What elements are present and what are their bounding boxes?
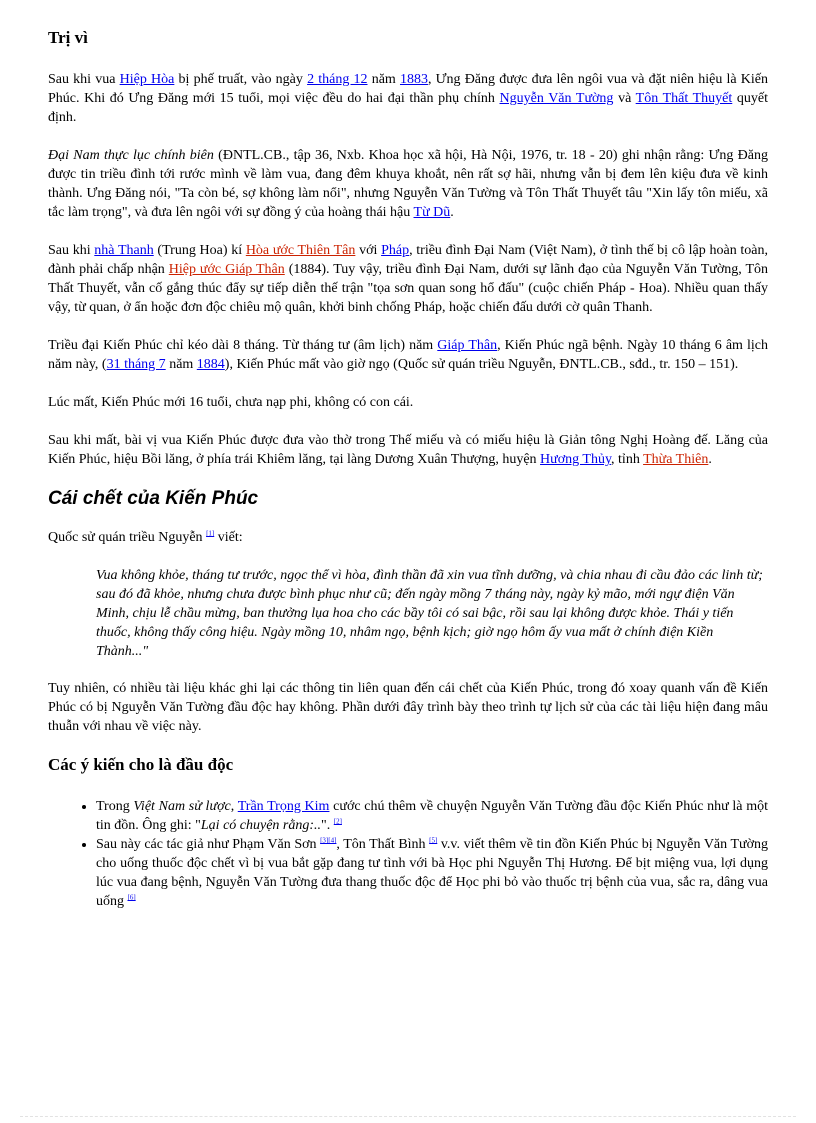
footnote-ref-5[interactable]: [5] <box>429 836 438 845</box>
quoted-text: Lại có chuyện rằng:.. <box>200 818 322 833</box>
link-nha-thanh[interactable]: nhà Thanh <box>94 243 154 258</box>
link-1884[interactable]: 1884 <box>196 357 225 372</box>
link-31-thang-7[interactable]: 31 tháng 7 <box>106 357 166 372</box>
link-nguyen-van-tuong[interactable]: Nguyễn Văn Tường <box>499 91 614 106</box>
link-phap[interactable]: Pháp <box>381 243 410 258</box>
book-title: Đại Nam thực lục chính biên <box>48 148 214 163</box>
section-heading-death: Cái chết của Kiến Phúc <box>48 488 259 509</box>
paragraph-death-1: Tuy nhiên, có nhiều tài liệu khác ghi lại các thông tin liên quan đến cái chết của Kiến Phúc, trong đó xoay quanh vấn đề Kiến Phúc có bị Nguyễn Văn Tường đầu độc hay không. Phần dưới đây trình bày theo trình tự lịch sử của các tài liệu hiện đang mâu thuẫn với nhau về việc này. <box>48 681 768 734</box>
paragraph-reign-6: Sau khi mất, bài vị vua Kiến Phúc được đưa vào thờ trong Thế miếu và có miếu hiệu là Giản tông Nghị Hoàng đế. Lăng của Kiến Phúc, hiệu Bồi lăng, ở phía trái Khiêm lăng, tại làng Dương Xuân Thượng, huyện Hương Thủy, tỉnh Thừa Thiên. <box>48 433 768 467</box>
paragraph-reign-5: Lúc mất, Kiến Phúc mới 16 tuổi, chưa nạp phi, không có con cái. <box>48 395 414 410</box>
link-hiep-hoa[interactable]: Hiệp Hòa <box>119 72 175 87</box>
link-2-thang-12[interactable]: 2 tháng 12 <box>307 72 368 87</box>
paragraph-reign-3: Sau khi nhà Thanh (Trung Hoa) kí Hòa ước Thiên Tân với Pháp, triều đình Đại Nam (Việt Nam), ở tình thế bị cô lập hoàn toàn, đành phải chấp nhận Hiệp ước Giáp Thân (1884). Tuy vậy, triều đình Đại Nam, dưới sự lãnh đạo của Nguyễn Văn Tường, Tôn Thất Thuyết, vẫn cố gắng thúc đẩy sự tiếp diễn thế trận "tọa sơn quan song hổ đấu" (cuộc chiến Pháp - Hoa). Nhiều quan thấy vậy, từ quan, ở ẩn hoặc đơn độc chiêu mộ quân, khởi binh chống Pháp, hoặc chiến đấu dưới cờ quân Thanh. <box>48 243 768 315</box>
poison-list <box>48 797 768 911</box>
link-hiep-uoc-giap-than[interactable]: Hiệp ước Giáp Thân <box>168 262 285 277</box>
link-ton-that-thuyet[interactable]: Tôn Thất Thuyết <box>635 91 733 106</box>
link-huong-thuy[interactable]: Hương Thủy <box>540 452 612 467</box>
footnote-ref-1[interactable]: [1] <box>206 529 215 538</box>
link-hoa-uoc-thien-tan[interactable]: Hòa ước Thiên Tân <box>245 243 356 258</box>
book-title: Việt Nam sử lược <box>133 799 231 814</box>
link-tran-trong-kim[interactable]: Trần Trọng Kim <box>237 799 330 814</box>
link-1883[interactable]: 1883 <box>399 72 428 87</box>
link-giap-than[interactable]: Giáp Thân <box>437 338 498 353</box>
footnote-ref-6[interactable]: [6] <box>127 893 136 902</box>
paragraph-reign-1: Sau khi vua Hiệp Hòa bị phế truất, vào ngày 2 tháng 12 năm 1883, Ưng Đăng được đưa lên ngôi vua và đặt niên hiệu là Kiến Phúc. Khi đó Ưng Đăng mới 15 tuổi, mọi việc đều do hai đại thần phụ chính Nguyễn Văn Tường và Tôn Thất Thuyết quyết định. <box>48 72 768 125</box>
footnote-ref-3-4[interactable]: [3][4] <box>320 836 337 845</box>
paragraph-reign-4: Triều đại Kiến Phúc chỉ kéo dài 8 tháng. Từ tháng tư (âm lịch) năm Giáp Thân, Kiến Phúc ngã bệnh. Ngày 10 tháng 6 âm lịch năm này, (31 tháng 7 năm 1884), Kiến Phúc mất vào giờ ngọ (Quốc sử quán triều Nguyễn, ĐNTL.CB., sđd., tr. 150 – 151). <box>48 338 768 372</box>
link-tu-du[interactable]: Từ Dũ <box>413 205 451 220</box>
page-bottom-divider <box>20 1116 796 1117</box>
section-heading-poison: Các ý kiến cho là đầu độc <box>48 755 234 774</box>
paragraph-reign-2: Đại Nam thực lục chính biên (ĐNTL.CB., tập 36, Nxb. Khoa học xã hội, Hà Nội, 1976, tr. 18 - 20) ghi nhận rằng: Ưng Đăng được tin triều đình tới rước mình về làm vua, đang đêm khuya khoắt, nên rất sợ hãi, nhưng vẫn bị đem lên kiệu đưa về kinh thành. Ưng Đăng nói, "Ta còn bé, sợ không làm nổi", nhưng Nguyễn Văn Tường và Tôn Thất Thuyết tâu "Xin lấy tôn miếu, xã tắc làm trọng", và đưa lên ngôi với sự đồng ý của hoàng thái hậu Từ Dũ. <box>48 148 768 220</box>
list-item: • Sau này các tác giả như Phạm Văn Sơn [3][4], Tôn Thất Bình [5] v.v. viết thêm về tin đồn Kiến Phúc bị Nguyễn Văn Tường cho uống thuốc độc chết vì bị vua bắt gặp đang tư tình với bà Học phi Nguyễn Thị Hương. Để bịt miệng vua, lợi dụng lúc vua đang bệnh, Nguyễn Văn Tường đưa thang thuốc độc để Học phi bỏ vào thuốc trị bệnh của vua, sắc ra, dâng vua uống [6] <box>96 835 768 911</box>
paragraph-death-intro: Quốc sử quán triều Nguyễn [1] viết: <box>48 529 243 545</box>
quotation: Vua không khỏe, tháng tư trước, ngọc thể vì hòa, đình thần đã xin vua tĩnh dưỡng, và chia nhau đi cầu đảo các linh từ; sau đó đã khỏe, nhưng chưa được bình phục như cũ; đến ngày mồng 7 tháng này, ngày kỷ mão, mới ngự điện Văn Minh, chịu lễ chầu mừng, ban thưởng lụa hoa cho các bầy tôi có sai bậc, rồi sau lại không được khỏe. Thái y tiến thuốc, không thấy công hiệu. Ngày mồng 10, nhâm ngọ, bệnh kịch; giờ ngọ hôm ấy vua mất ở chính điện Kiền Thành..." <box>96 568 763 659</box>
link-thua-thien[interactable]: Thừa Thiên <box>643 452 709 467</box>
footnote-ref-2[interactable]: [2] <box>333 817 342 826</box>
list-item: • Trong Việt Nam sử lược, Trần Trọng Kim cước chú thêm về chuyện Nguyễn Văn Tường đầu độc Kiến Phúc như là một tin đồn. Ông ghi: "Lại có chuyện rằng:..". [2] <box>96 797 768 835</box>
section-heading-reign: Trị vì <box>48 28 88 47</box>
document-page <box>48 22 768 911</box>
